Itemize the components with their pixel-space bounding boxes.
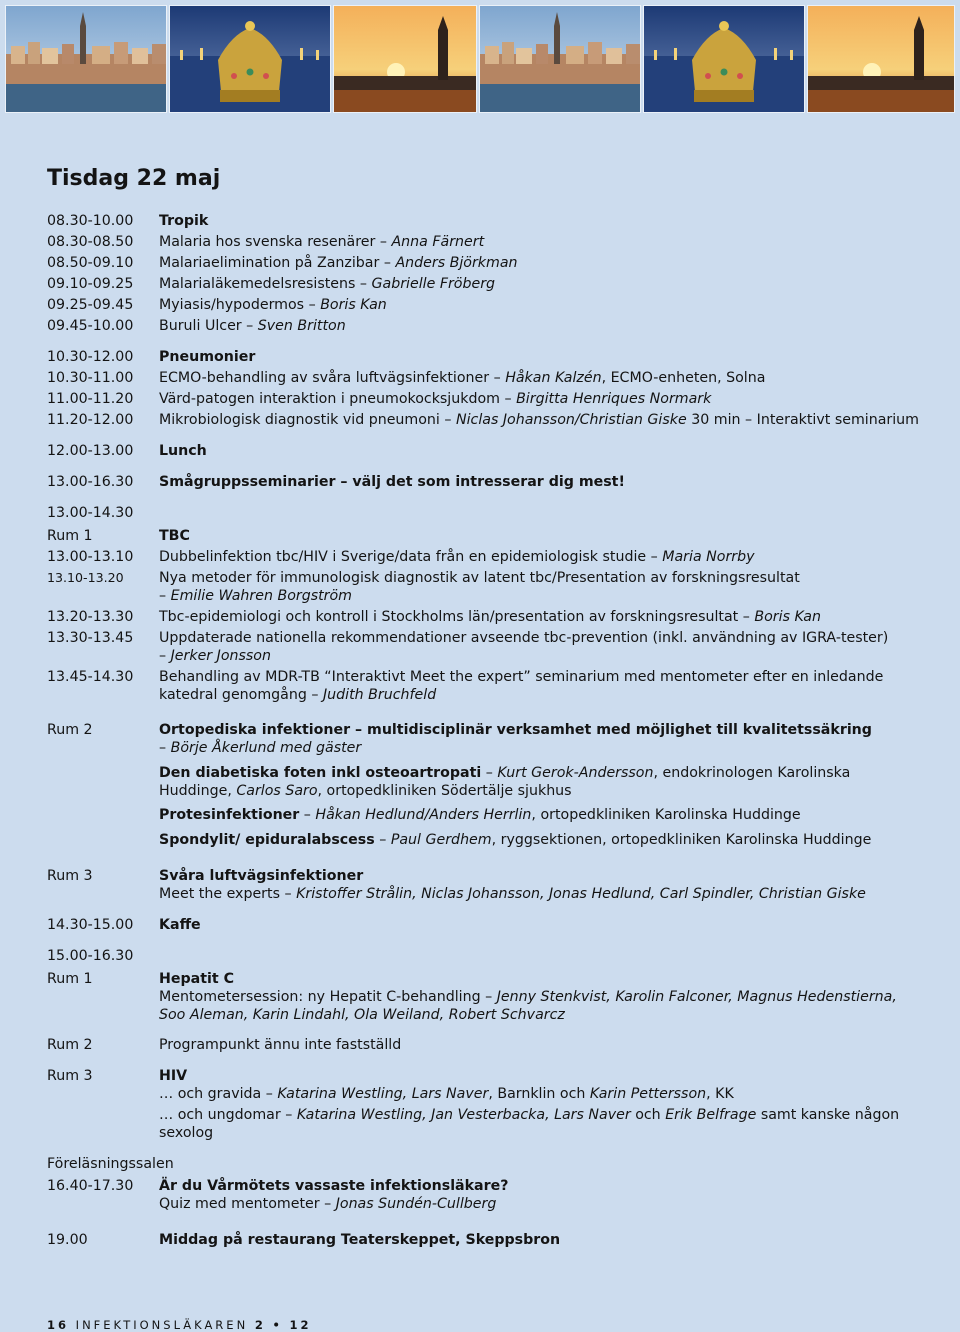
session-title: Hepatit C: [159, 971, 235, 987]
session-detail: , ECMO-enheten, Solna: [601, 370, 766, 386]
session-title: Den diabetiska foten inkl osteoartropati: [159, 765, 482, 781]
session-text: [159, 1067, 919, 1085]
session-text: [159, 212, 919, 230]
session-detail: Malariaelimination på Zanzibar –: [159, 255, 396, 271]
speaker-name: Jerker Jonsson: [170, 648, 271, 664]
session-text: [159, 254, 919, 272]
time-slot: 13.45-14.30: [47, 669, 134, 685]
session-detail: Mentometersession: ny Hepatit C-behandling –: [159, 989, 497, 1005]
speaker-name: Judith Bruchfeld: [322, 687, 437, 703]
speaker-name: Boris Kan: [754, 609, 821, 625]
time-slot: 10.30-11.00: [47, 370, 134, 386]
issue-year: 12: [289, 1318, 312, 1332]
speaker-name: Niclas Johansson/Christian Giske: [455, 412, 687, 428]
session-title: TBC: [159, 528, 190, 544]
session-detail: katedral genomgång –: [159, 687, 323, 703]
time-slot: 11.00-11.20: [47, 391, 134, 407]
session-text: [159, 527, 919, 545]
session-text: [159, 721, 919, 739]
publication-name: INFEKTIONSLÄKAREN: [75, 1318, 249, 1332]
time-slot: 15.00-16.30: [47, 948, 134, 964]
time-slot: 12.00-13.00: [47, 443, 134, 459]
speaker-name: Håkan Hedlund/Anders Herrlin: [315, 807, 532, 823]
session-text: [159, 275, 919, 293]
time-slot: 08.50-09.10: [47, 255, 134, 271]
session-text: [159, 548, 919, 566]
session-text: [159, 1231, 919, 1249]
session-detail: Värd-patogen interaktion i pneumokocksjukdom –: [159, 391, 517, 407]
time-slot: 10.30-12.00: [47, 349, 134, 365]
session-detail: Programpunkt ännu inte fastställd: [159, 1037, 402, 1053]
speaker-name: Börje Åkerlund med gäster: [170, 740, 362, 756]
session-detail: Malaria hos svenska resenärer –: [159, 234, 392, 250]
session-title: HIV: [159, 1068, 188, 1084]
session-text: [159, 390, 919, 408]
session-detail: Tbc-epidemiologi och kontroll i Stockholms län/presentation av forskningsresultat –: [159, 609, 755, 625]
time-slot: 08.30-10.00: [47, 213, 134, 229]
session-detail: –: [159, 740, 171, 756]
session-text: [159, 831, 919, 849]
time-slot: 14.30-15.00: [47, 917, 134, 933]
time-slot: Rum 2: [47, 1037, 93, 1053]
session-title: Protesinfektioner: [159, 807, 300, 823]
session-detail: , ortopedkliniken Karolinska Huddinge: [531, 807, 801, 823]
session-text: [159, 686, 919, 704]
speaker-name: Birgitta Henriques Normark: [516, 391, 712, 407]
session-detail: 30 min – Interaktivt seminarium: [686, 412, 919, 428]
speaker-name: Gabrielle Fröberg: [371, 276, 496, 292]
session-detail: Malarialäkemedelsresistens –: [159, 276, 372, 292]
session-detail: , ryggsektionen, ortopedkliniken Karolinska Huddinge: [491, 832, 872, 848]
speaker-name: Karin Pettersson: [589, 1086, 707, 1102]
time-slot: 08.30-08.50: [47, 234, 134, 250]
session-text: [159, 970, 919, 988]
session-detail: , Barnklin och: [488, 1086, 590, 1102]
session-detail: , endokrinologen Karolinska: [653, 765, 851, 781]
session-detail: , ortopedkliniken Södertälje sjukhus: [317, 783, 572, 799]
issue-number: 2: [254, 1318, 266, 1332]
speaker-name: Jenny Stenkvist, Karolin Falconer, Magnus Hedenstierna,: [496, 989, 897, 1005]
session-detail: ECMO-behandling av svåra luftvägsinfektioner –: [159, 370, 506, 386]
session-text: [159, 317, 919, 335]
time-slot: 13.00-14.30: [47, 505, 134, 521]
page-number: 16: [47, 1318, 70, 1332]
footer-bullet: •: [272, 1318, 283, 1332]
session-title: Ortopediska infektioner – multidisciplinär verksamhet med möjlighet till kvalitetssäkring: [159, 722, 872, 738]
session-detail: Uppdaterade nationella rekommendationer avseende tbc-prevention (inkl. användning av IGRA-tester): [159, 630, 889, 646]
session-text: [159, 411, 919, 429]
session-text: [159, 1195, 919, 1213]
session-text: [159, 473, 919, 491]
speaker-name: Håkan Kalzén: [505, 370, 602, 386]
session-detail: –: [159, 648, 171, 664]
session-text: [159, 608, 919, 626]
session-text: [159, 442, 919, 460]
session-text: [159, 233, 919, 251]
session-text: [159, 668, 919, 686]
session-text: [159, 348, 919, 366]
session-detail: Mikrobiologisk diagnostik vid pneumoni –: [159, 412, 456, 428]
session-text: [159, 1124, 919, 1142]
session-detail: –: [159, 588, 171, 604]
session-detail: , KK: [706, 1086, 734, 1102]
page-footer: [47, 1318, 312, 1332]
speaker-name: Jonas Sundén-Cullberg: [335, 1196, 497, 1212]
time-slot: Rum 3: [47, 868, 93, 884]
session-text: [159, 647, 919, 665]
time-slot: 13.20-13.30: [47, 609, 134, 625]
session-title: Spondylit/ epiduralabscess: [159, 832, 375, 848]
session-text: [159, 629, 919, 647]
session-text: [159, 988, 919, 1006]
session-text: [159, 867, 919, 885]
session-text: [159, 1177, 919, 1195]
session-text: [159, 1106, 919, 1124]
speaker-name: Carlos Saro: [236, 783, 318, 799]
session-text: [159, 739, 919, 757]
time-slot: 13.30-13.45: [47, 630, 134, 646]
session-detail: Dubbelinfektion tbc/HIV i Sverige/data från en epidemiologisk studie –: [159, 549, 663, 565]
session-detail: samt kanske någon: [756, 1107, 900, 1123]
time-slot: 09.10-09.25: [47, 276, 134, 292]
session-text: [159, 296, 919, 314]
page-title: Tisdag 22 maj: [47, 166, 221, 191]
session-text: [159, 587, 919, 605]
speaker-name: Kristoffer Strålin, Niclas Johansson, Jonas Hedlund, Carl Spindler, Christian Giske: [296, 886, 866, 902]
session-text: [159, 569, 919, 587]
speaker-name: Paul Gerdhem: [390, 832, 492, 848]
session-title: Tropik: [159, 213, 209, 229]
speaker-name: Maria Norrby: [662, 549, 755, 565]
time-slot: 13.00-13.10: [47, 549, 134, 565]
session-text: [159, 885, 919, 903]
session-detail: Meet the experts –: [159, 886, 297, 902]
session-detail: Myiasis/hypodermos –: [159, 297, 321, 313]
session-title: Pneumonier: [159, 349, 256, 365]
speaker-name: Anna Färnert: [391, 234, 485, 250]
speaker-name: Soo Aleman, Karin Lindahl, Ola Weiland, Robert Schvarcz: [159, 1007, 565, 1023]
time-slot: 16.40-17.30: [47, 1178, 134, 1194]
session-detail: sexolog: [159, 1125, 214, 1141]
session-detail: –: [481, 765, 498, 781]
session-detail: –: [299, 807, 316, 823]
speaker-name: Boris Kan: [320, 297, 387, 313]
session-text: [159, 916, 919, 934]
session-title: Svåra luftvägsinfektioner: [159, 868, 364, 884]
session-text: [159, 1006, 919, 1024]
session-text: [159, 806, 919, 824]
session-text: [159, 1085, 919, 1103]
speaker-name: Emilie Wahren Borgström: [170, 588, 352, 604]
time-slot: 09.45-10.00: [47, 318, 134, 334]
session-detail: … och gravida –: [159, 1086, 278, 1102]
time-slot: 13.10-13.20: [47, 570, 124, 585]
session-detail: –: [374, 832, 391, 848]
speaker-name: Katarina Westling, Lars Naver: [277, 1086, 489, 1102]
time-slot: Rum 1: [47, 971, 93, 987]
session-title: Smågruppsseminarier – välj det som intresserar dig mest!: [159, 474, 625, 490]
session-text: [159, 1036, 919, 1054]
session-text: [159, 782, 919, 800]
time-slot: Föreläsningssalen: [47, 1156, 174, 1172]
speaker-name: Katarina Westling, Jan Vesterbacka, Lars Naver: [296, 1107, 631, 1123]
session-detail: Buruli Ulcer –: [159, 318, 258, 334]
session-title: Lunch: [159, 443, 207, 459]
speaker-name: Erik Belfrage: [665, 1107, 757, 1123]
session-detail: … och ungdomar –: [159, 1107, 297, 1123]
time-slot: Rum 2: [47, 722, 93, 738]
session-title: Är du Vårmötets vassaste infektionsläkare?: [159, 1178, 509, 1194]
session-detail: Nya metoder för immunologisk diagnostik av latent tbc/Presentation av forskningsresultat: [159, 570, 800, 586]
session-text: [159, 369, 919, 387]
time-slot: Rum 1: [47, 528, 93, 544]
session-text: [159, 764, 919, 782]
time-slot: 11.20-12.00: [47, 412, 134, 428]
session-detail: och: [630, 1107, 666, 1123]
session-detail: Quiz med mentometer –: [159, 1196, 336, 1212]
time-slot: Rum 3: [47, 1068, 93, 1084]
session-detail: Huddinge,: [159, 783, 237, 799]
session-title: Middag på restaurang Teaterskeppet, Skeppsbron: [159, 1232, 561, 1248]
speaker-name: Kurt Gerok-Andersson: [497, 765, 654, 781]
session-title: Kaffe: [159, 917, 201, 933]
speaker-name: Anders Björkman: [395, 255, 518, 271]
time-slot: 13.00-16.30: [47, 474, 134, 490]
speaker-name: Sven Britton: [257, 318, 346, 334]
session-detail: Behandling av MDR-TB “Interaktivt Meet the expert” seminarium med mentometer efter en inledande: [159, 669, 884, 685]
time-slot: 09.25-09.45: [47, 297, 134, 313]
time-slot: 19.00: [47, 1232, 88, 1248]
